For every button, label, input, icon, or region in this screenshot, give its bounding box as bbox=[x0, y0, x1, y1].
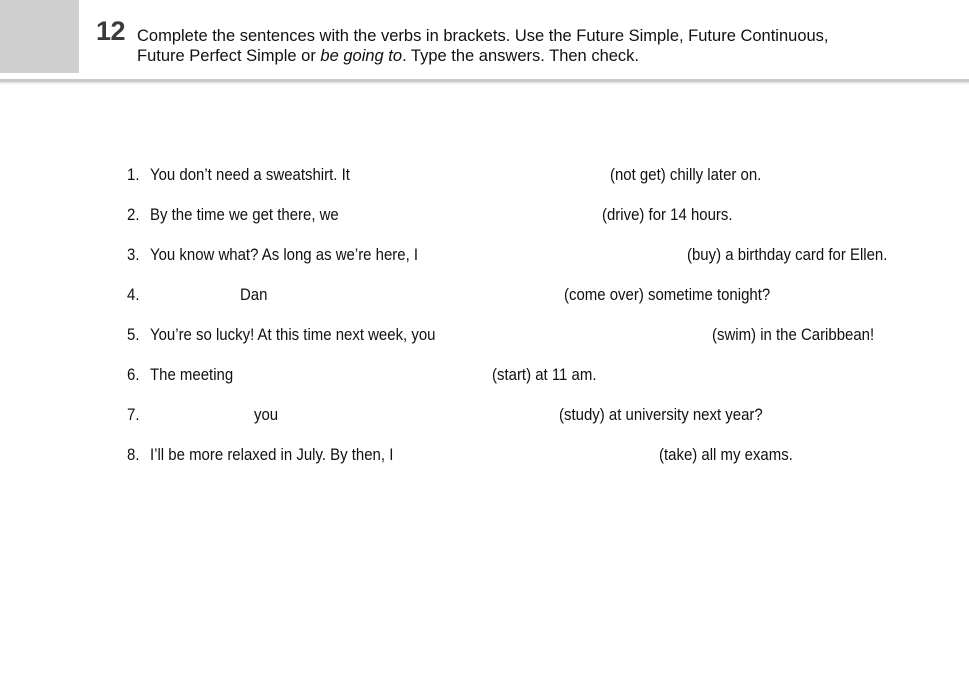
item-text-mid: you bbox=[254, 405, 279, 424]
answer-input-2[interactable] bbox=[374, 205, 600, 227]
sentence-item bbox=[0, 363, 969, 387]
item-text-after: (start) at 11 am. bbox=[492, 365, 597, 384]
item-text-before: The meeting bbox=[150, 365, 234, 384]
instruction-line-2 bbox=[137, 46, 937, 66]
item-number: 7. bbox=[127, 405, 140, 424]
header-divider-shadow bbox=[0, 82, 969, 85]
instruction-line-1: Complete the sentences with the verbs in brackets. Use the Future Simple, Future Continuous, bbox=[137, 27, 829, 45]
answer-input-3[interactable] bbox=[460, 245, 686, 267]
sentence-item bbox=[0, 243, 969, 267]
item-number: 4. bbox=[127, 285, 140, 304]
instruction-text: Future Perfect Simple or bbox=[137, 47, 321, 65]
answer-input-7b[interactable] bbox=[290, 405, 556, 427]
item-number: 5. bbox=[127, 325, 140, 344]
exercise-header bbox=[0, 0, 969, 80]
item-text-before: You don’t need a sweatshirt. It bbox=[150, 165, 350, 184]
sentence-item bbox=[0, 163, 969, 187]
item-number: 2. bbox=[127, 205, 140, 224]
exercise-instructions bbox=[137, 26, 937, 66]
answer-input-6[interactable] bbox=[250, 365, 490, 387]
exercise-number: 12 bbox=[96, 16, 126, 46]
sentence-item bbox=[0, 283, 969, 307]
sentence-item bbox=[0, 443, 969, 467]
sentence-item bbox=[0, 403, 969, 427]
item-text-before: You’re so lucky! At this time next week, you bbox=[150, 325, 436, 344]
item-number: 8. bbox=[127, 445, 140, 464]
item-text-before: You know what? As long as we’re here, I bbox=[150, 245, 419, 264]
item-text-after: (study) at university next year? bbox=[559, 405, 763, 424]
item-text-mid: Dan bbox=[240, 285, 268, 304]
sentence-item bbox=[0, 203, 969, 227]
item-text-after: (swim) in the Caribbean! bbox=[712, 325, 875, 344]
answer-input-5[interactable] bbox=[484, 325, 710, 347]
item-text-after: (not get) chilly later on. bbox=[610, 165, 762, 184]
header-grey-tab bbox=[0, 0, 79, 73]
item-text-after: (take) all my exams. bbox=[659, 445, 793, 464]
sentence-item bbox=[0, 323, 969, 347]
item-text-before: By the time we get there, we bbox=[150, 205, 339, 224]
item-text-before: I’ll be more relaxed in July. By then, I bbox=[150, 445, 394, 464]
answer-input-1[interactable] bbox=[382, 165, 608, 187]
item-text-after: (buy) a birthday card for Ellen. bbox=[687, 245, 888, 264]
answer-input-8[interactable] bbox=[432, 445, 658, 467]
item-number: 1. bbox=[127, 165, 140, 184]
answer-input-4a[interactable] bbox=[148, 285, 238, 307]
instruction-italic-text: be going to bbox=[320, 47, 403, 65]
answer-input-7a[interactable] bbox=[148, 405, 252, 427]
item-number: 3. bbox=[127, 245, 140, 264]
item-text-after: (come over) sometime tonight? bbox=[564, 285, 771, 304]
item-number: 6. bbox=[127, 365, 140, 384]
instruction-text-end: . Type the answers. Then check. bbox=[402, 47, 640, 65]
item-text-after: (drive) for 14 hours. bbox=[602, 205, 733, 224]
answer-input-4b[interactable] bbox=[276, 285, 562, 307]
